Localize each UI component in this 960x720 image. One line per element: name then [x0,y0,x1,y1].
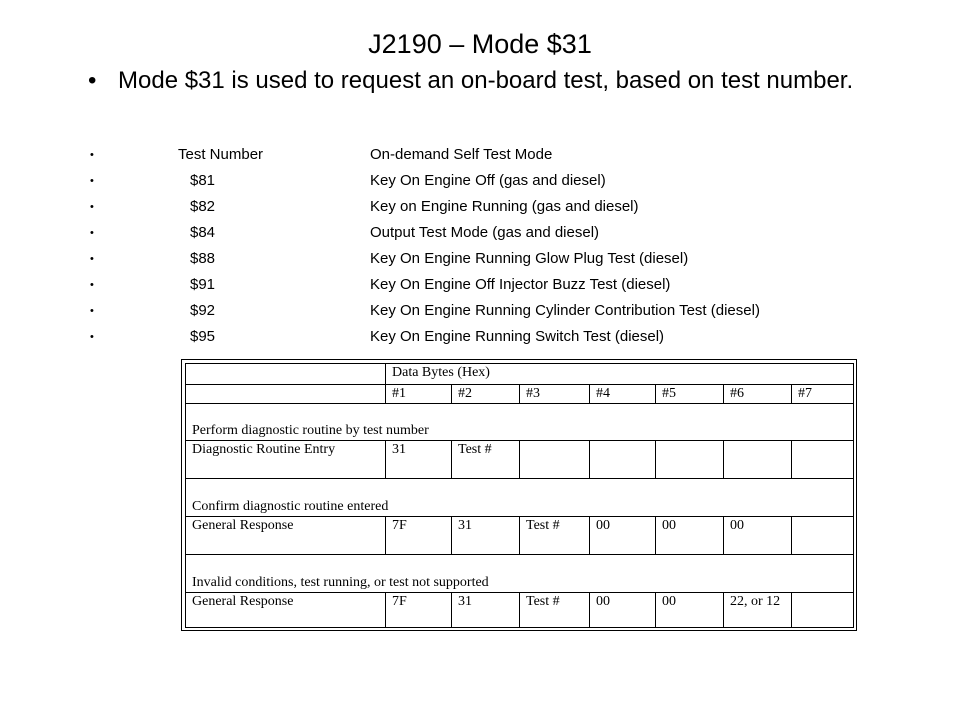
table-row [186,441,854,479]
test-description: Output Test Mode (gas and diesel) [370,224,600,241]
bullet: • [90,279,94,291]
bullet: • [90,305,94,317]
test-number-list [0,143,960,351]
table-row [186,593,854,628]
byte-column-header: #2 [452,385,520,404]
test-code: $84 [190,224,216,241]
table-cell: 00 [724,517,792,555]
table-cell: General Response [186,593,386,628]
test-description: Key On Engine Running Cylinder Contribution Test (diesel) [370,302,760,319]
table-cell: 00 [656,517,724,555]
byte-column-header: #4 [590,385,656,404]
list-item [0,247,960,273]
test-code: $81 [190,172,216,189]
bullet: • [90,253,94,265]
table-cell: Test # [520,517,590,555]
section-title: Confirm diagnostic routine entered [186,479,854,517]
test-code: $82 [190,198,216,215]
list-item [0,325,960,351]
bullet: • [90,201,94,213]
list-item [0,299,960,325]
test-description: Key On Engine Off Injector Buzz Test (diesel) [370,276,671,293]
table-cell [186,364,386,385]
table-cell [590,441,656,479]
test-code: $92 [190,302,216,319]
table-cell: 00 [590,593,656,628]
table-cell: Diagnostic Routine Entry [186,441,386,479]
page-title: J2190 – Mode $31 [368,29,592,59]
list-item [0,221,960,247]
list-item [0,195,960,221]
test-list-header [0,143,960,169]
table-cell: General Response [186,517,386,555]
intro-text: Mode $31 is used to request an on-board test, based on test number. [118,67,854,94]
list-item [0,273,960,299]
section-title-row [186,404,854,441]
table-cell [724,441,792,479]
test-number-header: Test Number [178,146,264,163]
table-cell: 22, or 12 [724,593,792,628]
test-description: Key On Engine Running Glow Plug Test (diesel) [370,250,689,267]
table-row [186,517,854,555]
byte-column-header: #7 [792,385,854,404]
test-code: $88 [190,250,216,267]
bullet: • [90,331,94,343]
section-title-row [186,479,854,517]
table-cell: Test # [452,441,520,479]
table-cell: 00 [590,517,656,555]
table-cell [792,441,854,479]
test-description: Key on Engine Running (gas and diesel) [370,198,639,215]
test-code: $91 [190,276,216,293]
table-cell [792,593,854,628]
test-mode-header: On-demand Self Test Mode [370,146,553,163]
bullet: • [90,175,94,187]
byte-column-header: #3 [520,385,590,404]
table-cell: 7F [386,593,452,628]
test-description: Key On Engine Off (gas and diesel) [370,172,606,189]
test-code: $95 [190,328,216,345]
message-format-table [185,363,854,628]
bullet: • [90,149,94,161]
table-cell [186,385,386,404]
byte-column-header: #1 [386,385,452,404]
data-bytes-header: Data Bytes (Hex) [386,364,854,385]
section-title: Perform diagnostic routine by test number [186,404,854,441]
section-title-row [186,555,854,593]
table-row [186,364,854,385]
byte-column-header-row [186,385,854,404]
bullet: • [90,227,94,239]
table-cell: 00 [656,593,724,628]
table-cell: 31 [452,517,520,555]
table-cell: Test # [520,593,590,628]
byte-column-header: #5 [656,385,724,404]
byte-column-header: #6 [724,385,792,404]
table-cell [656,441,724,479]
list-item [0,169,960,195]
table-cell [520,441,590,479]
table-cell: 7F [386,517,452,555]
test-description: Key On Engine Running Switch Test (diesel) [370,328,665,345]
table-cell: 31 [386,441,452,479]
table-cell: 31 [452,593,520,628]
table-cell [792,517,854,555]
section-title: Invalid conditions, test running, or test not supported [186,555,854,593]
message-format-table-frame [181,359,857,631]
intro-bullet: • [88,67,97,94]
